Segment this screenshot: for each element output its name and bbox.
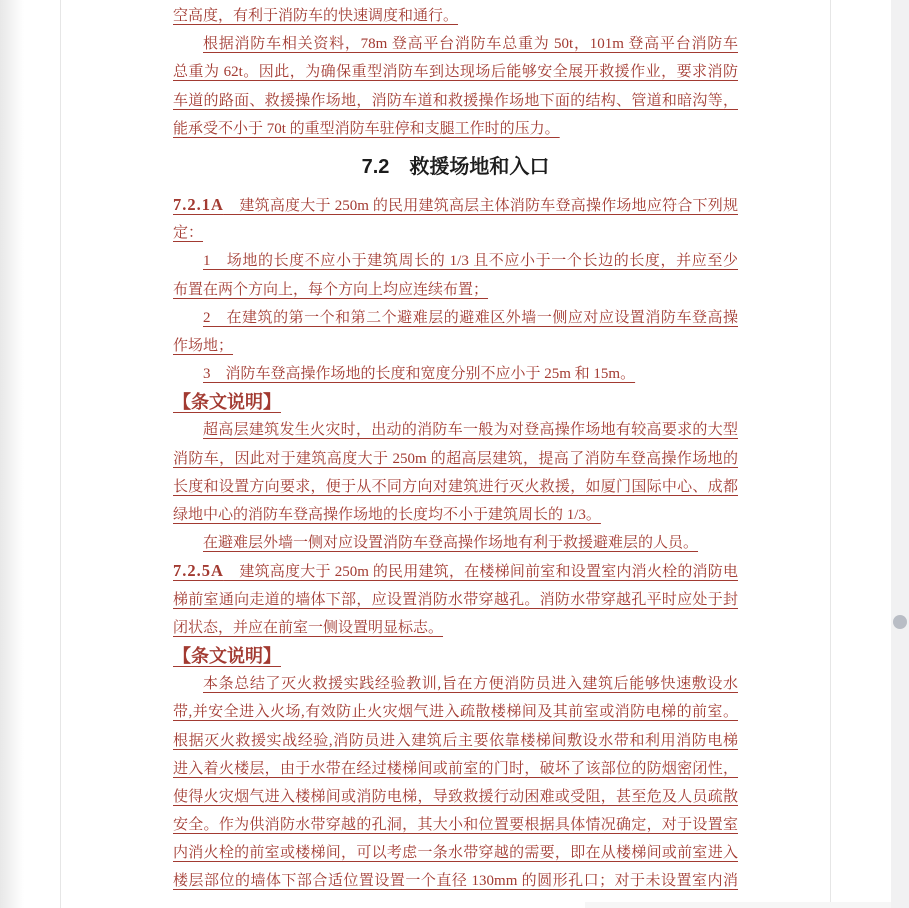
text-line: 使得火灾烟气进入楼梯间或消防电梯，导致救援行动困难或受阻，甚至危及人员疏散 <box>173 788 738 805</box>
clause-number: 7.2.5A <box>173 561 224 581</box>
text-line: 楼层部位的墙体下部合适位置设置一个直径 130mm 的圆形孔口；对于未设置室内消 <box>173 873 738 890</box>
scrollbar-thumb[interactable] <box>893 615 907 629</box>
text-line: 进入着火楼层，由于水带在经过楼梯间或前室的门时，破坏了该部位的防烟密闭性， <box>173 760 738 777</box>
text-line: 车道的路面、救援操作场地，消防车道和救援操作场地下面的结构、管道和暗沟等， <box>173 92 738 109</box>
text-line: 安全。作为供消防水带穿越的孔洞，其大小和位置要根据具体情况确定，对于设置室 <box>173 817 738 834</box>
text-line: 根据消防车相关资料，78m 登高平台消防车总重为 50t，101m 登高平台消防车 <box>203 36 738 53</box>
text-line: 定： <box>173 225 204 242</box>
text-line: 布置在两个方向上，每个方向上均应连续布置； <box>173 281 489 298</box>
text-line: 长度和设置方向要求，便于从不同方向对建筑进行灭火救援，如厦门国际中心、成都 <box>173 478 738 495</box>
text-line: 内消火栓的前室或楼梯间，可以考虑一条水带穿越的需要，即在从楼梯间或前室进入 <box>173 845 738 862</box>
bottom-edge-strip <box>585 902 909 908</box>
text-line: 本条总结了灭火救援实践经验教训,旨在方便消防员进入建筑后能够快速敷设水 <box>203 676 738 693</box>
text-line: 根据灭火救援实战经验,消防员进入建筑后主要依靠楼梯间敷设水带和利用消防电梯 <box>173 732 738 749</box>
page-edge-shadow <box>0 0 24 908</box>
text-line: 空高度，有利于消防车的快速调度和通行。 <box>173 8 459 24</box>
text-line: 3 消防车登高操作场地的长度和宽度分别不应小于 25m 和 15m。 <box>203 366 636 383</box>
scrollbar-track[interactable] <box>891 0 909 908</box>
text-line: 消防车，因此对于建筑高度大于 250m 的超高层建筑，提高了消防车登高操作场地的 <box>173 450 738 467</box>
clause-number: 7.2.1A <box>173 194 224 214</box>
text-line: 在避难层外墙一侧对应设置消防车登高操作场地有利于救援避难层的人员。 <box>203 535 699 552</box>
text-line: 超高层建筑发生火灾时，出动的消防车一般为对登高操作场地有较高要求的大型 <box>203 422 738 439</box>
clause-note-label: 【条文说明】 <box>173 645 281 666</box>
text-line: 总重为 62t。因此，为确保重型消防车到达现场后能够安全展开救援作业，要求消防 <box>173 64 738 81</box>
text-line: 1 场地的长度不应小于建筑周长的 1/3 且不应小于一个长边的长度，并应至少 <box>203 253 738 270</box>
text-line: 7.2.1A 建筑高度大于 250m 的民用建筑高层主体消防车登高操作场地应符合下列规 <box>173 194 738 214</box>
text-line: 梯前室通向走道的墙体下部，应设置消防水带穿越孔。消防水带穿越孔平时应处于封 <box>173 591 738 608</box>
text-line: 能承受不小于 70t 的重型消防车驻停和支腿工作时的压力。 <box>173 120 560 137</box>
text-line: 闭状态，并应在前室一侧设置明显标志。 <box>173 619 444 636</box>
text-line: 2 在建筑的第一个和第二个避难层的避难区外墙一侧应对应设置消防车登高操 <box>203 309 738 326</box>
clause-note-label: 【条文说明】 <box>173 392 281 413</box>
text-line: 带,并安全进入火场,有效防止火灾烟气进入疏散楼梯间及其前室或消防电梯的前室。 <box>173 704 738 721</box>
document-page <box>60 0 831 908</box>
section-heading: 7.2 救援场地和入口 <box>361 155 550 178</box>
document-content <box>173 2 738 896</box>
text-line: 作场地； <box>173 337 234 354</box>
text-line: 绿地中心的消防车登高操作场地的长度均不小于建筑周长的 1/3。 <box>173 507 601 523</box>
text-line: 7.2.5A 建筑高度大于 250m 的民用建筑，在楼梯间前室和设置室内消火栓的消防电 <box>173 561 738 581</box>
